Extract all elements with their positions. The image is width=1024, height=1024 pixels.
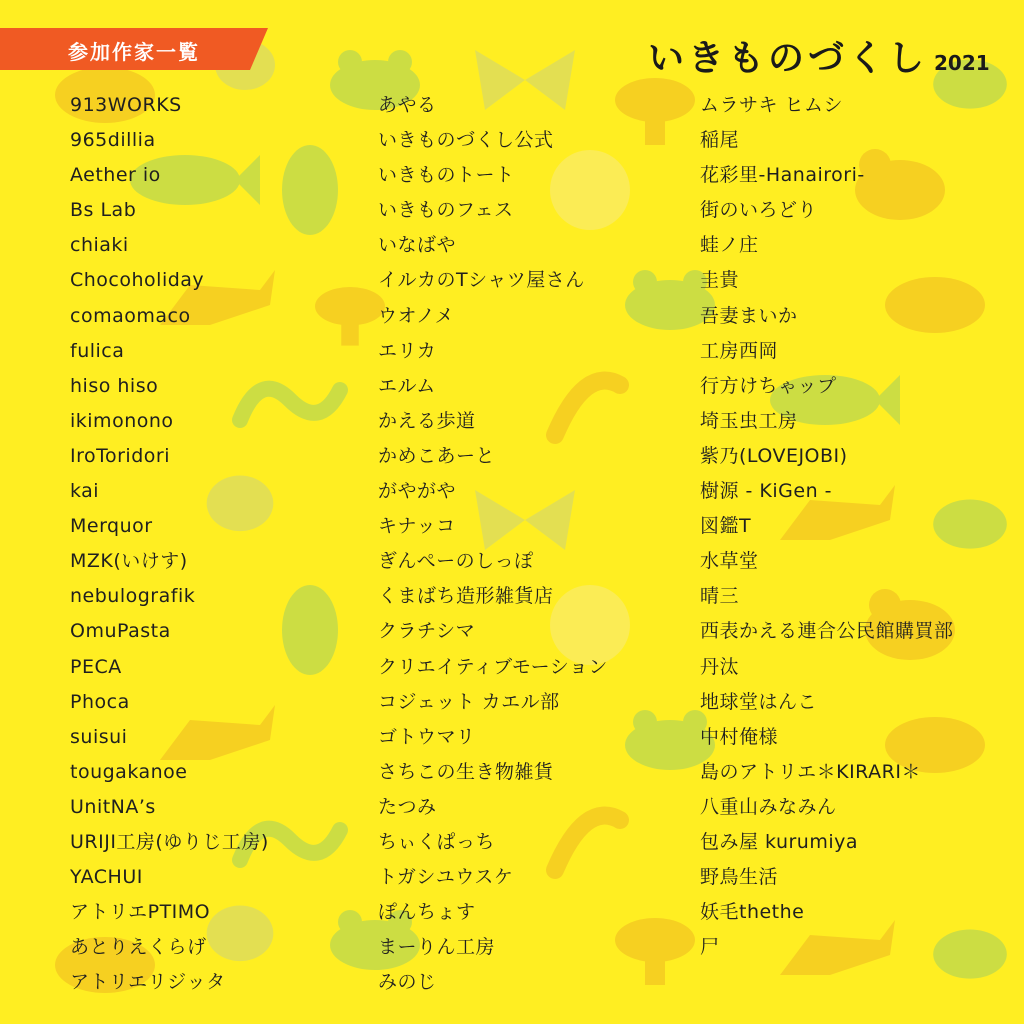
artist-name: いきものトート: [378, 164, 515, 187]
artist-name: PECA: [70, 655, 122, 678]
artist-name: クラチシマ: [378, 620, 476, 643]
artist-name: イルカのTシャツ屋さん: [378, 269, 585, 292]
artist-name: chiaki: [70, 234, 129, 257]
artist-name: 地球堂はんこ: [700, 690, 818, 713]
artist-name: ゴトウマリ: [378, 725, 476, 748]
artist-name: トガシユウスケ: [378, 866, 514, 889]
artist-name: ぎんぺーのしっぽ: [378, 550, 534, 573]
artist-name: fulica: [70, 339, 125, 362]
artist-name: 妖毛thethe: [700, 901, 805, 924]
logo-year: 2021: [934, 51, 990, 75]
artist-name: クリエイティブモーション: [378, 655, 608, 678]
artist-name: ムラサキ ヒムシ: [700, 94, 844, 116]
artist-name: 中村俺様: [700, 725, 779, 748]
artist-name: ぽんちょす: [378, 901, 476, 924]
artist-name: kai: [70, 480, 100, 503]
artist-name: あやる: [378, 94, 437, 116]
artist-name: 行方けちゃップ: [700, 374, 837, 397]
artist-name: いきものづくし公式: [378, 129, 554, 152]
artist-name: YACHUI: [70, 866, 143, 889]
artist-column-2: [378, 88, 608, 1000]
artist-name: OmuPasta: [70, 620, 171, 643]
artist-name: かめこあーと: [378, 444, 496, 467]
artist-name: ikimonono: [70, 409, 174, 432]
artist-name: 晴三: [700, 585, 740, 608]
artist-name: がやがや: [378, 480, 457, 503]
artist-name: suisui: [70, 725, 128, 748]
artist-column-1: [70, 88, 269, 1000]
artist-name: URIJI工房(ゆりじ工房): [70, 830, 269, 853]
artist-name: いきものフェス: [378, 199, 514, 222]
mushroom-icon: [610, 910, 700, 990]
artist-name: 紫乃(LOVEJOBI): [700, 444, 848, 467]
artist-name: 913WORKS: [70, 94, 182, 116]
artist-name: さちこの生き物雑貨: [378, 760, 554, 783]
artist-name: 圭貴: [700, 269, 740, 292]
header-tag: [0, 28, 268, 70]
artist-name: ちぃくぱっち: [378, 830, 496, 853]
artist-column-3: [700, 88, 954, 965]
artist-name: エルム: [378, 374, 436, 397]
artist-name: たつみ: [378, 795, 437, 818]
artist-name: かえる歩道: [378, 409, 476, 432]
artist-name: エリカ: [378, 339, 437, 362]
event-logo: [648, 30, 990, 81]
artist-name: 包み屋 kurumiya: [700, 830, 859, 853]
artist-name: tougakanoe: [70, 760, 188, 783]
artist-name: 工房西岡: [700, 339, 779, 362]
artist-name: 水草堂: [700, 550, 759, 573]
artist-name: nebulografik: [70, 585, 196, 608]
artist-name: Aether io: [70, 164, 161, 187]
artist-name: まーりん工房: [378, 936, 496, 959]
artist-name: コジェット カエル部: [378, 690, 560, 713]
artist-name: hiso hiso: [70, 374, 159, 397]
artist-name: Chocoholiday: [70, 269, 205, 292]
artist-name: Bs Lab: [70, 199, 137, 222]
artist-name: キナッコ: [378, 515, 456, 538]
artist-name: 街のいろどり: [700, 199, 818, 222]
logo-text: いきものづくし: [648, 38, 929, 79]
artist-name: UnitNA’s: [70, 795, 156, 818]
artist-name: 尸: [700, 936, 720, 959]
artist-name: 島のアトリエ＊KIRARI＊: [700, 760, 921, 783]
artist-name: みのじ: [378, 971, 437, 994]
artist-name: 野鳥生活: [700, 866, 779, 889]
artist-name: くまばち造形雑貨店: [378, 585, 554, 608]
artist-name: 蛙ノ庄: [700, 234, 759, 257]
artist-name: 花彩里-Hanairori-: [700, 164, 865, 187]
plant-icon: [275, 130, 345, 240]
artist-name: MZK(いけす): [70, 550, 188, 573]
artist-name: 吾妻まいか: [700, 304, 798, 327]
artist-name: あとりえくらげ: [70, 936, 207, 959]
artist-name: 965dillia: [70, 129, 156, 152]
artist-name: 図鑑T: [700, 515, 752, 538]
artist-name: comaomaco: [70, 304, 191, 327]
artist-name: Merquor: [70, 515, 153, 538]
artist-name: 稲尾: [700, 129, 740, 152]
artist-name: 埼玉虫工房: [700, 409, 798, 432]
artist-name: 西表かえる連合公民館購買部: [700, 620, 954, 643]
artist-name: 樹源 - KiGen -: [700, 480, 833, 503]
artist-name: ウオノメ: [378, 304, 455, 327]
artist-name: アトリエPTIMO: [70, 901, 211, 924]
artist-name: IroToridori: [70, 444, 170, 467]
artist-name: 丹汰: [700, 655, 740, 678]
mushroom-icon: [610, 70, 700, 150]
artist-name: いなばや: [378, 234, 457, 257]
artist-name: アトリエリジッタ: [70, 971, 226, 994]
artist-name: Phoca: [70, 690, 130, 713]
page-title: 参加作家一覧: [68, 40, 200, 64]
artist-name: 八重山みなみん: [700, 795, 837, 818]
plant-icon: [275, 570, 345, 680]
